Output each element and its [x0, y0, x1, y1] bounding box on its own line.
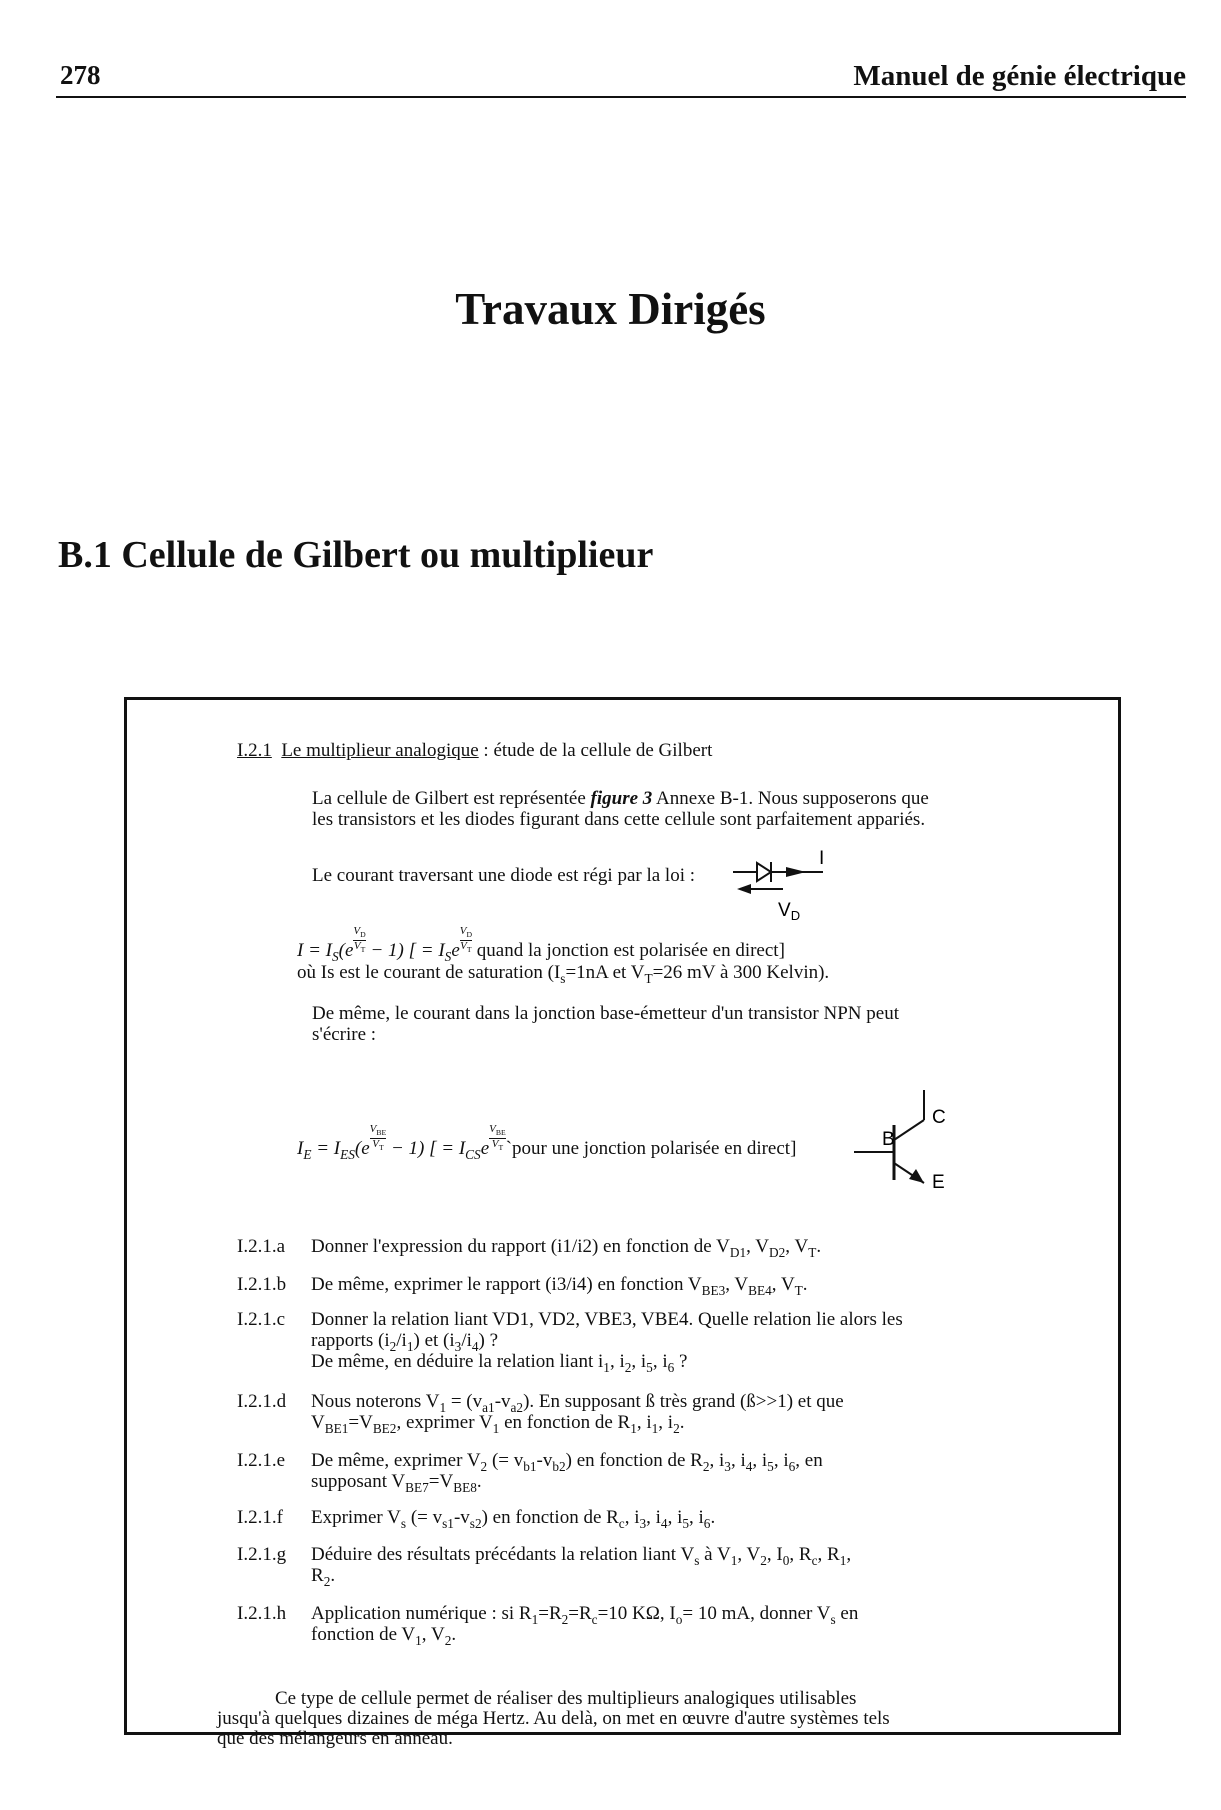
question-label: I.2.1.a	[237, 1236, 286, 1257]
question-label: I.2.1.c	[237, 1309, 286, 1330]
question-text: Exprimer $V_s$ (= $v_{s1}-v_{s2}$) en fonction de $R_c$, $i_3$, $i_4$, $i_5$, $i_6$.	[311, 1507, 716, 1531]
question-text: fonction de $V_1$, $V_2$.	[311, 1624, 457, 1648]
diode-law-text: Le courant traversant une diode est régi par la loi :	[312, 865, 696, 886]
question-text: De même, en déduire la relation liant $i_1$, $i_2$, $i_5$, $i_6$ ?	[311, 1351, 688, 1375]
question-text: De même, exprimer le rapport (i3/i4) en fonction $V_{BE3}$, $V_{BE4}$, $V_T$.	[311, 1274, 808, 1298]
question-text: supposant $V_{BE7}=V_{BE8}$.	[311, 1471, 482, 1495]
question-text: rapports $(i_2/i_1)$ et $(i_3/i_4)$ ?	[311, 1330, 499, 1354]
question-text: $R_2$.	[311, 1565, 336, 1589]
question-label: I.2.1.e	[237, 1450, 286, 1471]
section-title: B.1 Cellule de Gilbert ou multiplieur	[58, 534, 654, 576]
question-label: I.2.1.b	[237, 1274, 287, 1295]
question-label: I.2.1.d	[237, 1391, 287, 1412]
page-number: 278	[60, 60, 101, 90]
question-text: Application numérique : si $R_1=R_2=R_c=10$ KΩ, $I_o= 10$ mA, donner $V_s$ en	[311, 1603, 859, 1627]
closing-line-3: que des mélangeurs en anneau.	[217, 1728, 453, 1749]
question-text: De même, exprimer $V_2$ (= $v_{b1}-v_{b2}$) en fonction de $R_2$, $i_3$, $i_4$, $i_5$, $i_6$, en	[311, 1450, 823, 1474]
question-label: I.2.1.g	[237, 1544, 287, 1565]
npn-line-2: s'écrire :	[312, 1024, 377, 1045]
npn-line-1: De même, le courant dans la jonction base-émetteur d'un transistor NPN peut	[312, 1003, 899, 1024]
subsection-heading: I.2.1 Le multiplieur analogique : étude de la cellule de Gilbert	[237, 740, 713, 761]
diode-equation: $I = I_S(e$ $\frac{V_D}{V_T}$ − 1) [ = $I_Se$ $\frac{V_D}{V_T}$ quand la jonction est polarisée en direct]	[297, 925, 785, 964]
question-text: Nous noterons $V_1 = (v_{a1}-v_{a2})$. En supposant ß très grand (ß>>1) et que	[311, 1391, 844, 1415]
diode-voltage-label: $V_D$	[778, 900, 801, 920]
collector-label: C	[932, 1107, 946, 1128]
npn-transistor-symbol	[854, 1085, 974, 1195]
running-title: Manuel de génie électrique	[853, 60, 1186, 92]
base-label: B	[882, 1129, 895, 1150]
exercise-box	[124, 697, 1121, 1749]
closing-line-1: Ce type de cellule permet de réaliser des multiplieurs analogiques utilisables	[275, 1688, 857, 1709]
npn-equation: $I_E = I_{ES}(e$ $V_{BE}$ $V_T$ − 1) [ = $I_{CS}e$ $V_{BE}$ $V_T$ `pour une jonction polarisée en direct]	[297, 1123, 797, 1162]
emitter-label: E	[932, 1172, 945, 1193]
figure-reference: figure 3	[590, 788, 653, 809]
question-label: I.2.1.f	[237, 1507, 283, 1528]
question-text: Donner la relation liant VD1, VD2, VBE3, VBE4. Quelle relation lie alors les	[311, 1309, 903, 1330]
question-text: $V_{BE1}=V_{BE2}$, exprimer $V_1$ en fonction de $R_1$, $i_1$, $i_2$.	[311, 1412, 685, 1436]
question-label: I.2.1.h	[237, 1603, 287, 1624]
page-header	[56, 58, 1186, 98]
diode-current-label: I	[819, 850, 825, 869]
diode-symbol	[731, 850, 851, 920]
intro-line-2: les transistors et les diodes figurant dans cette cellule sont parfaitement appariés.	[312, 809, 926, 830]
saturation-line: où Is est le courant de saturation ($I_s=1nA$ et $V_T=26$ mV à 300 Kelvin).	[297, 962, 830, 986]
page-title: Travaux Dirigés	[455, 284, 766, 334]
question-text: Donner l'expression du rapport (i1/i2) en fonction de $V_{D1}$, $V_{D2}$, $V_T$.	[311, 1236, 822, 1260]
closing-line-2: jusqu'à quelques dizaines de méga Hertz. Au delà, on met en œuvre d'autre systèmes tels	[217, 1708, 890, 1729]
intro-line-1: La cellule de Gilbert est représentée figure 3 Annexe B-1. Nous supposerons que	[312, 788, 929, 809]
question-text: Déduire des résultats précédants la relation liant $V_s$ à $V_1$, $V_2$, $I_0$, $R_c$, $R_1$,	[311, 1544, 852, 1568]
